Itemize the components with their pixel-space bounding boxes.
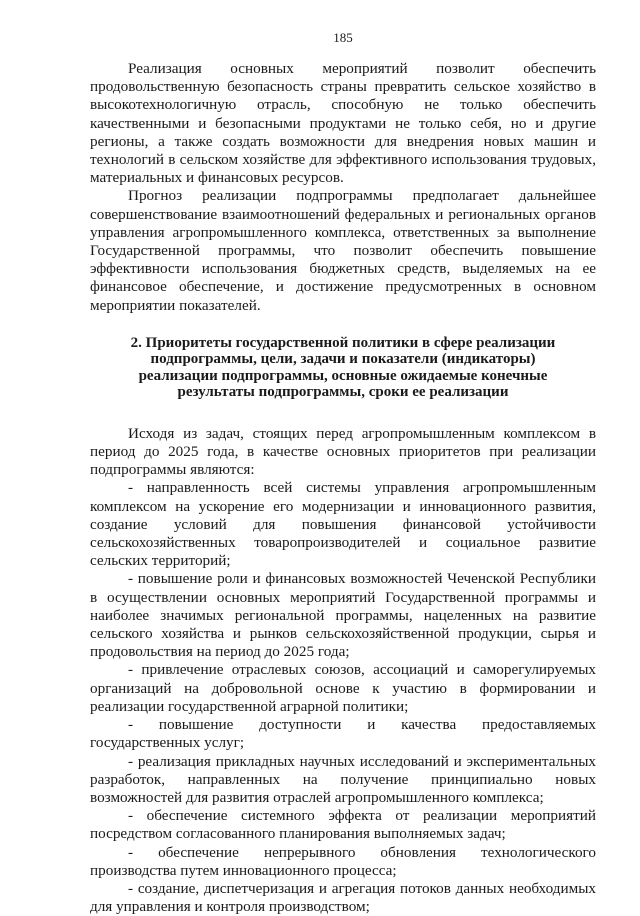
list-item-priority-7: - обеспечение непрерывного обновления технологического производства путем инновационного процесса; [90,843,596,879]
list-item-priority-3: - привлечение отраслевых союзов, ассоциаций и саморегулируемых организаций на добровольной основе к участию в формировании и реализации государственной аграрной политики; [90,661,596,715]
list-item-priority-8: - создание, диспетчеризация и агрегация потоков данных необходимых для управления и контроля производством; [90,879,596,916]
page-content [90,60,596,916]
paragraph-intro-2: Прогноз реализации подпрограммы предполагает дальнейшее совершенствование взаимоотношений федеральных и региональных органов управления агропромышленного комплекса, ответственных за выполнение Государственной программы, что позволит обеспечить повышение эффективности использования бюджетных средств, выделяемых на ее финансовое обеспечение, и достижение предусмотренных в основном мероприятии показателей. [90,187,596,314]
page-number: 185 [333,30,353,45]
paragraph-main-intro: Исходя из задач, стоящих перед агропромышленным комплексом в период до 2025 года, в качестве основных приоритетов при реализации подпрограммы являются: [90,424,596,479]
list-item-priority-6: - обеспечение системного эффекта от реализации мероприятий посредством согласованного планирования выполняемых задач; [90,807,596,843]
list-item-priority-4: - повышение доступности и качества предоставляемых государственных услуг; [90,716,596,752]
list-item-priority-2: - повышение роли и финансовых возможностей Чеченской Республики в осуществлении основных мероприятий Государственной программы и наиболее значимых региональной программы, нацеленных на развитие сельского хозяйства и рынков сельскохозяйственной продукции, сырья и продовольствия на период до 2025 года; [90,570,596,661]
paragraph-intro-1: Реализация основных мероприятий позволит обеспечить продовольственную безопасность страны превратить сельское хозяйство в высокотехнологичную отрасль, способную не только обеспечить качественными и безопасными продуктами не только себя, но и другие регионы, а также создать возможности для внедрения новых машин и технологий в сельском хозяйстве для эффективного использования трудовых, материальных и финансовых ресурсов. [90,60,596,187]
section-heading: 2. Приоритеты государственной политики в сфере реализации подпрограммы, цели, задачи и показатели (индикаторы) реализации подпрограммы, основные ожидаемые конечные результаты подпрограммы, сроки ее реализации [130,334,556,401]
list-item-priority-5: - реализация прикладных научных исследований и экспериментальных разработок, направленных на получение принципиально новых возможностей для развития отраслей агропромышленного комплекса; [90,752,596,806]
list-item-priority-1: - направленность всей системы управления агропромышленным комплексом на ускорение его модернизации и инновационного развития, создание условий для повышения финансовой устойчивости сельскохозяйственных товаропроизводителей и социальное развитие сельских территорий; [90,479,596,570]
